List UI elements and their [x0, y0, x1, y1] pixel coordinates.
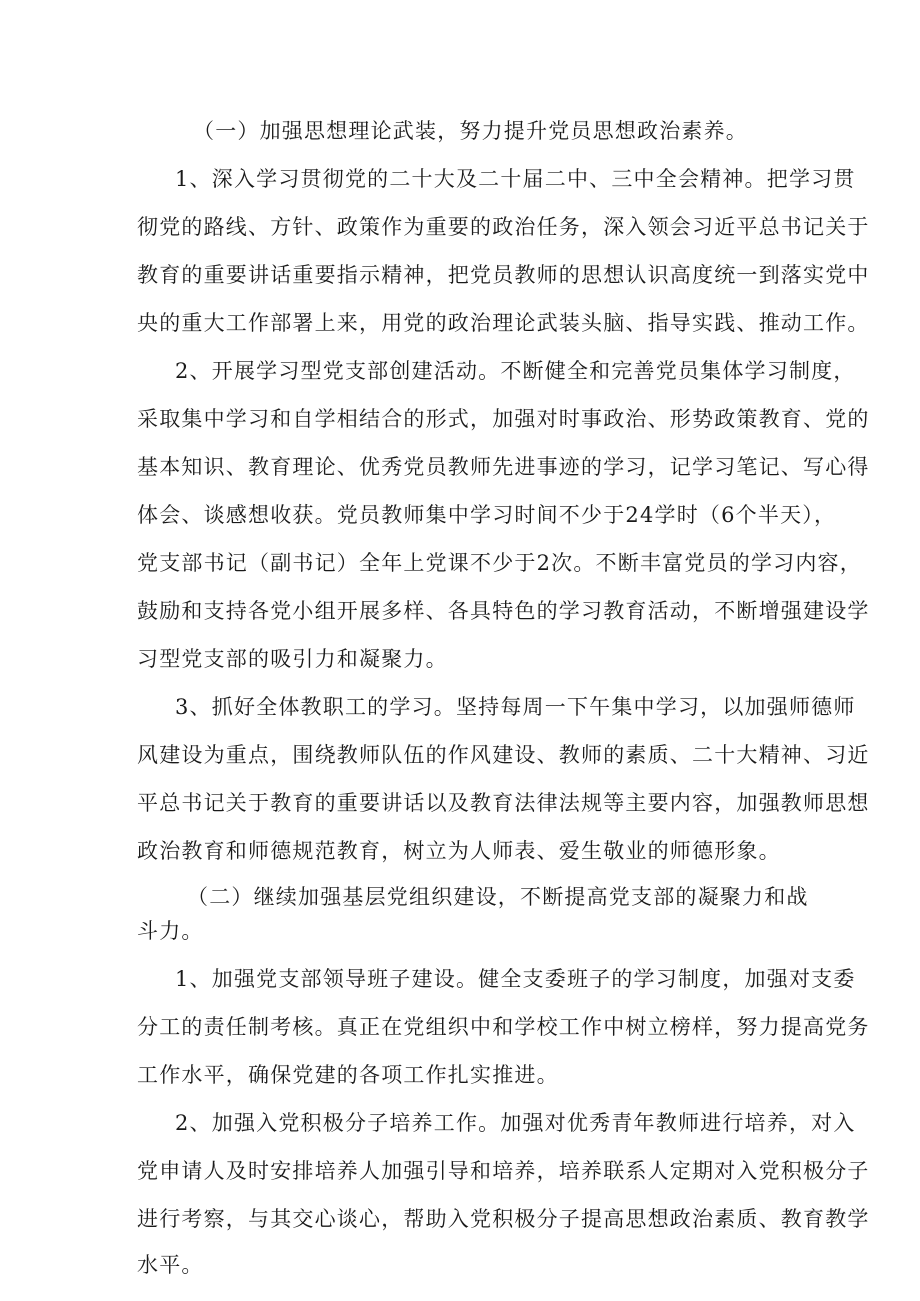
- paragraph-1-line-1: 1、深入学习贯彻党的二十大及二十届二中、三中全会精神。把学习贯: [175, 167, 856, 191]
- paragraph-2-line-5: 党支部书记（副书记）全年上党课不少于2次。不断丰富党员的学习内容，: [137, 551, 862, 575]
- paragraph-1-line-2: 彻党的路线、方针、政策作为重要的政治任务，深入领会习近平总书记关于: [137, 215, 870, 239]
- paragraph-3-line-1: 3、抓好全体教职工的学习。坚持每周一下午集中学习，以加强师德师: [175, 695, 856, 719]
- paragraph-2-line-1: 2、开展学习型党支部创建活动。不断健全和完善党员集体学习制度，: [175, 359, 856, 383]
- paragraph-4-line-1: 1、加强党支部领导班子建设。健全支委班子的学习制度，加强对支委: [175, 967, 856, 991]
- paragraph-2-line-2: 采取集中学习和自学相结合的形式，加强对时事政治、形势政策教育、党的: [137, 407, 870, 431]
- paragraph-5-line-1: 2、加强入党积极分子培养工作。加强对优秀青年教师进行培养，对入: [175, 1111, 856, 1135]
- paragraph-5-line-4: 水平。: [137, 1253, 204, 1277]
- section-heading-2-line-1: （二）继续加强基层党组织建设，不断提高党支部的凝聚力和战: [187, 885, 809, 909]
- paragraph-2-line-7: 习型党支部的吸引力和凝聚力。: [137, 647, 448, 671]
- paragraph-5-line-3: 进行考察，与其交心谈心，帮助入党积极分子提高思想政治素质、教育教学: [137, 1207, 870, 1231]
- paragraph-4-line-2: 分工的责任制考核。真正在党组织中和学校工作中树立榜样，努力提高党务: [137, 1015, 870, 1039]
- paragraph-1-line-4: 央的重大工作部署上来，用党的政治理论武装头脑、指导实践、推动工作。: [137, 311, 870, 335]
- paragraph-3-line-4: 政治教育和师德规范教育，树立为人师表、爱生敬业的师德形象。: [137, 839, 781, 863]
- paragraph-2-line-4: 体会、谈感想收获。党员教师集中学习时间不少于24学时（6个半天），: [137, 503, 837, 527]
- paragraph-2-line-6: 鼓励和支持各党小组开展多样、各具特色的学习教育活动，不断增强建设学: [137, 599, 870, 623]
- paragraph-3-line-3: 平总书记关于教育的重要讲话以及教育法律法规等主要内容，加强教师思想: [137, 791, 870, 815]
- paragraph-4-line-3: 工作水平，确保党建的各项工作扎实推进。: [137, 1063, 559, 1087]
- section-heading-1: （一）加强思想理论武装，努力提升党员思想政治素养。: [193, 119, 748, 143]
- paragraph-1-line-3: 教育的重要讲话重要指示精神，把党员教师的思想认识高度统一到落实党中: [137, 263, 870, 287]
- paragraph-2-line-3: 基本知识、教育理论、优秀党员教师先进事迹的学习，记学习笔记、写心得: [137, 455, 870, 479]
- paragraph-5-line-2: 党申请人及时安排培养人加强引导和培养，培养联系人定期对入党积极分子: [137, 1159, 870, 1183]
- section-heading-2-line-2: 斗力。: [137, 919, 204, 943]
- paragraph-3-line-2: 风建设为重点，围绕教师队伍的作风建设、教师的素质、二十大精神、习近: [137, 743, 870, 767]
